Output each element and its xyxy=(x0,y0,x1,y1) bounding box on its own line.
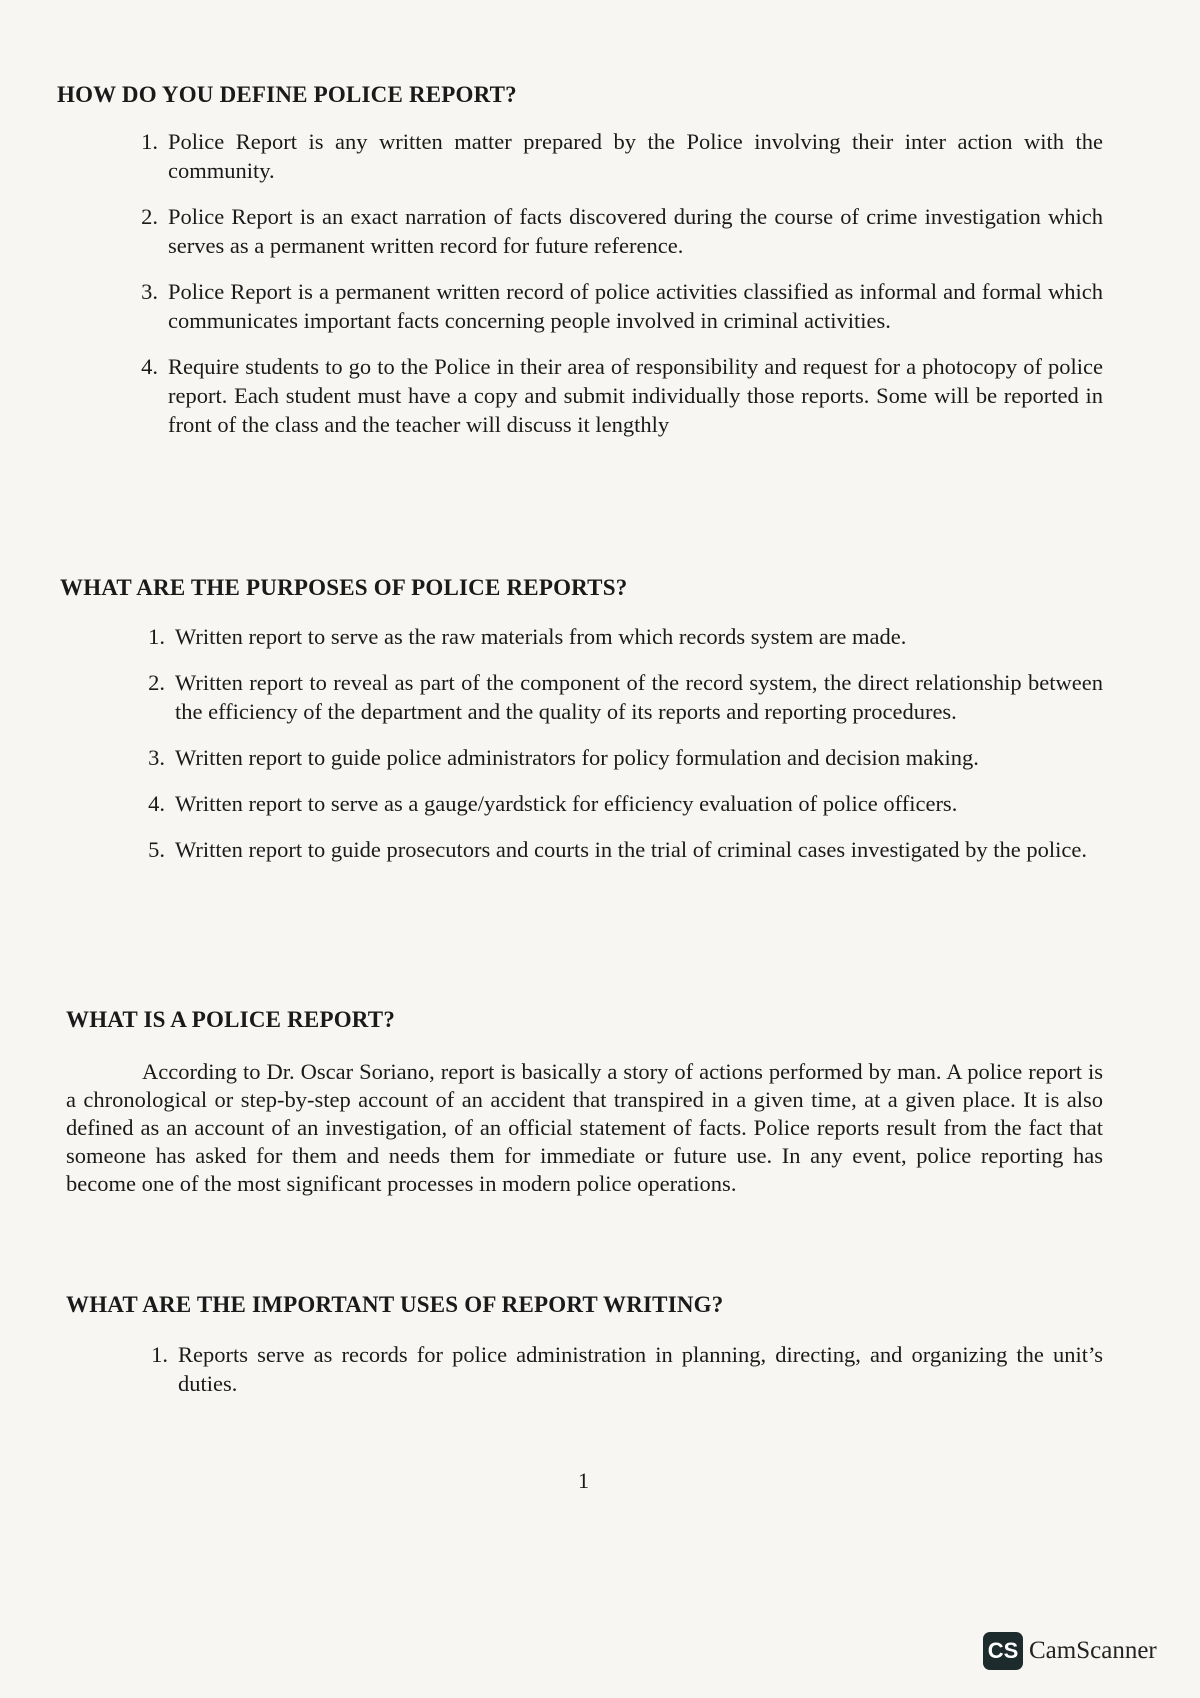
list-item: 3. Police Report is a permanent written record of police activities classified as informal and formal which communicates important facts concerning people involved in criminal activities. xyxy=(141,279,1103,333)
page-number: 1 xyxy=(578,1468,589,1493)
heading-uses: WHAT ARE THE IMPORTANT USES OF REPORT WRITING? xyxy=(66,1292,724,1317)
list-item: 3. Written report to guide police administrators for policy formulation and decision making. xyxy=(148,745,979,770)
heading-purposes: WHAT ARE THE PURPOSES OF POLICE REPORTS? xyxy=(60,575,628,600)
list-item: 4. Require students to go to the Police in their area of responsibility and request for a photocopy of police report. Each student must have a copy and submit individually those reports. Some will be reported in front of the class and the teacher will discuss it lengthly xyxy=(141,354,1103,437)
list-item: 1. Written report to serve as the raw materials from which records system are made. xyxy=(148,624,907,649)
list-item: 4. Written report to serve as a gauge/yardstick for efficiency evaluation of police officers. xyxy=(148,791,958,816)
definition-paragraph: According to Dr. Oscar Soriano, report is basically a story of actions performed by man. A police report is a chronological or step-by-step account of an accident that transpired in a given time, at a given place. It is also defined as an account of an investigation, of an official statement of facts. Police reports result from the fact that someone has asked for them and needs them for immediate or future use. In any event, police reporting has become one of the most significant processes in modern police operations. xyxy=(66,1059,1103,1196)
camscanner-logo-icon: CS xyxy=(983,1632,1023,1670)
heading-what-is: WHAT IS A POLICE REPORT? xyxy=(66,1007,396,1032)
list-item: 1. Police Report is any written matter prepared by the Police involving their inter action with the community. xyxy=(141,129,1103,183)
list-item: 5. Written report to guide prosecutors and courts in the trial of criminal cases investigated by the police. xyxy=(148,837,1087,862)
uses-list xyxy=(138,1340,1103,1415)
purposes-list xyxy=(135,622,1103,881)
camscanner-brand: CamScanner xyxy=(1029,1637,1157,1664)
camscanner-watermark xyxy=(983,1632,1157,1670)
list-item: 2. Written report to reveal as part of the component of the record system, the direct relationship between the efficiency of the department and the quality of its reports and reporting procedures. xyxy=(148,670,1103,724)
heading-define: HOW DO YOU DEFINE POLICE REPORT? xyxy=(57,82,517,107)
list-item: 1. Reports serve as records for police administration in planning, directing, and organizing the unit’s duties. xyxy=(151,1342,1103,1396)
define-list xyxy=(128,127,1103,456)
list-item: 2. Police Report is an exact narration of facts discovered during the course of crime investigation which serves as a permanent written record for future reference. xyxy=(141,204,1103,258)
